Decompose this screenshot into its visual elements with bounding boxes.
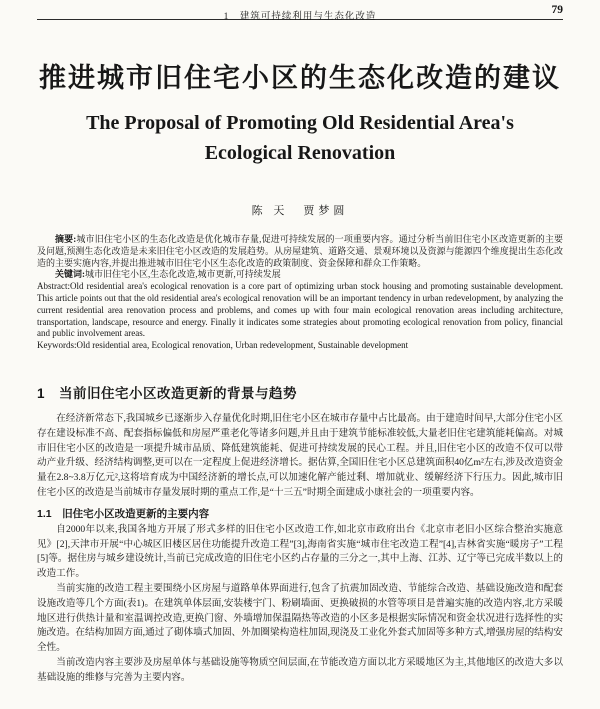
abstract-zh (37, 234, 563, 269)
keywords-en (37, 340, 563, 352)
keywords-en-text: Old residential area, Ecological renovation, Urban redevelopment, Sustainable development (76, 340, 409, 351)
paper-title-zh: 推进城市旧住宅小区的生态化改造的建议 (39, 63, 561, 93)
page-header (37, 0, 563, 22)
page-number: 79 (551, 4, 563, 16)
keywords-zh (37, 269, 563, 281)
section-1-paragraph-1: 在经济新常态下,我国城乡已逐渐步入存量优化时期,旧住宅小区在城市存量中占比最高。由于建造时间早,大部分住宅小区存在建设标准不高、配套指标偏低和房屋严重老化等诸多问题,并且由于建筑节能标准较低,大量老旧住宅建筑能耗偏高。对城市旧住宅小区的改造是一项提升城市品质、降低建筑能耗、促进可持续发展的民心工程。并且,旧住宅小区的改造不仅可以带动产业升级、经济结构调整,更可以在一定程度上促进经济增长。据估算,全国旧住宅小区总建筑面积40亿m²左右,涉及改造资金量在2.8~3.8万亿元²,这将培育成为中国经济新的增长点,可以加速化解产能过剩、增加就业、缓解经济下行压力。因此,城市旧住宅小区的改造是当前城市存量发展时期的重点工作,是“十三五”时期全面建成小康社会的一项重要内容。 (37, 412, 564, 498)
section-1-body (37, 412, 563, 686)
paper-title-en-line1: The Proposal of Promoting Old Residential Area's (86, 112, 514, 134)
keywords-zh-text: 城市旧住宅小区,生态化改造,城市更新,可持续发展 (85, 269, 281, 280)
section-1-1-heading: 1.1 旧住宅小区改造更新的主要内容 (37, 507, 210, 520)
paper-title-en (37, 108, 563, 168)
abstract-block (37, 234, 563, 352)
section-1-heading: 1 当前旧住宅小区改造更新的背景与趋势 (37, 385, 298, 401)
authors: 陈 天 贾梦圆 (251, 205, 349, 217)
running-title: 1 建筑可持续利用与生态化改造 (223, 12, 377, 22)
abstract-zh-text: 城市旧住宅小区的生态化改造是优化城市存量,促进可持续发展的一项重要内容。通过分析当前旧住宅小区改造更新的主要及问题,预测生态化改造是未来旧住宅小区改造的发展趋势。从房屋建筑、道路交通、景观环境以及资源与能源四个维度提出生态化改造的主要实施内容,并提出推进城市旧住宅小区生态化改造的政策制度、资金保障和群众工作策略。 (37, 234, 563, 268)
abstract-en-label: Abstract: (37, 281, 70, 292)
abstract-zh-label: 摘要: (55, 234, 77, 244)
keywords-zh-label: 关键词: (55, 269, 85, 280)
section-1-1-paragraph-3: 当前改造内容主要涉及房屋单体与基础设施等物质空间层面,在节能改造方面以北方采暖地区为主,其他地区的改造大多以基础设施的维修与完善为主要内容。 (37, 656, 563, 683)
section-1-1-paragraph-2: 当前实施的改造工程主要围绕小区房屋与道路单体界面进行,包含了抗震加固改造、节能综合改造、基础设施改造和配套设施改造等几个方面(表1)。在建筑单体层面,安装楼宇门、粉刷墙面、更换破损的水管等项目是普遍实施的改造内容,北方采暖地区进行供热计量和室温调控改造,更换门窗、外墙增加保温隔热等改造的小区多是根据实际情况和资金状况进行选择性的实施改造。在结构加固方面,通过了砌体墙式加固、外加圈梁构造柱加固,现浇及工业化外套式加固等多种方式,增强房屋的结构安全性。 (37, 582, 563, 654)
abstract-en-text: Old residential area's ecological renovation is a core part of optimizing urban stock housing and promoting sustainable development. This article points out that the old residential area's ecological renovation will be an important tendency in urban redevelopment, by analyzing the current residential area renovation process and problems, and comes up with four main ecological renovation areas including architecture, transportation, landscape, resource and energy. Finally it indicates some strategies about promoting ecological renovation from policy, financial and public involvement areas. (37, 281, 563, 339)
paper-title-en-line2: Ecological Renovation (204, 142, 396, 164)
section-1-1-paragraph-1: 自2000年以来,我国各地方开展了形式多样的旧住宅小区改造工作,如北京市政府出台《北京市老旧小区综合整治实施意见》[2],天津市开展“中心城区旧楼区居住功能提升改造工程”[3],海南省实施“城市住宅改造工程”[4],吉林省实施“暖房子”工程[5]等。据住房与城乡建设统计,当前已完成改造的旧住宅小区约占存量的三分之一,其中上海、江苏、辽宁等已完成半数以上的改造工作。 (37, 523, 563, 580)
keywords-en-label: Keywords: (37, 340, 77, 351)
abstract-en (37, 281, 563, 340)
